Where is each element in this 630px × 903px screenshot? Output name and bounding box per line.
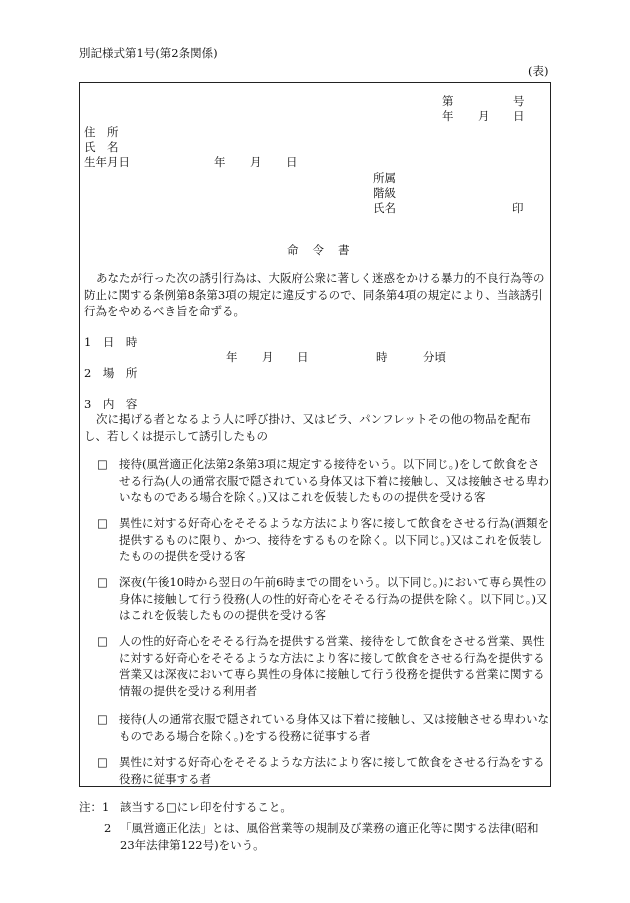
content-item-text: 接待(人の通常衣服で隠されている身体又は下着に接触し、又は接触させる卑わいなものである場合を除く。)をする役務に従事する者: [119, 712, 549, 743]
checkbox-icon[interactable]: □: [97, 575, 108, 589]
birth-year: 年: [214, 155, 226, 169]
doc-date-year: 年: [442, 109, 454, 123]
birth-day: 日: [286, 155, 298, 169]
datetime-minute: 分頃: [423, 350, 446, 364]
seal-mark: 印: [512, 201, 524, 215]
note-1-text: 該当する□にレ印を付すること。: [120, 800, 292, 814]
officer-rank-label: 階級: [373, 186, 396, 200]
section-datetime-label: 1 日 時: [84, 335, 138, 349]
form-label: 別記様式第1号(第2条関係): [79, 46, 218, 60]
content-intro-text: 次に掲げる者となるよう人に呼び掛け、又はビラ、パンフレットその他の物品を配布し、若しくは提示して誘引したもの: [84, 412, 532, 443]
datetime-day: 日: [297, 350, 309, 364]
checkbox-icon[interactable]: □: [97, 712, 108, 726]
checkbox-icon[interactable]: □: [97, 516, 108, 530]
datetime-year: 年: [226, 350, 238, 364]
side-label: (表): [528, 64, 549, 78]
document-title: 命令書: [287, 243, 364, 257]
content-item-text: 異性に対する好奇心をそそるような方法により客に接して飲食をさせる行為(酒類を提供するものに限り、かつ、接待をするものを除く。以下同じ。)又はこれを仮装したものの提供を受ける客: [119, 516, 549, 564]
note-2-label: 2: [104, 821, 112, 835]
name-label: 氏 名: [84, 140, 119, 154]
content-item-text: 異性に対する好奇心をそそるような方法により客に接して飲食をさせる行為をする役務に従事する者: [119, 755, 545, 786]
officer-affiliation-label: 所属: [373, 171, 396, 185]
officer-name-label: 氏名: [373, 201, 396, 215]
section-content-label: 3 内 容: [84, 397, 138, 411]
order-body-text: あなたが行った次の誘引行為は、大阪府公衆に著しく迷惑をかける暴力的不良行為等の防止に関する条例第8条第3項の規定に違反するので、同条第4項の規定により、当該誘引行為をやめるべき旨を命ずる。: [84, 271, 545, 319]
doc-number-dai: 第: [442, 94, 454, 108]
checkbox-icon[interactable]: □: [97, 755, 108, 769]
doc-number-go: 号: [513, 94, 525, 108]
datetime-hour: 時: [376, 350, 388, 364]
note-2-text: 「風営適正化法」とは、風俗営業等の規制及び業務の適正化等に関する法律(昭和23年法律第122号)をいう。: [120, 821, 539, 852]
doc-date-day: 日: [513, 109, 525, 123]
checkbox-icon[interactable]: □: [97, 457, 108, 471]
doc-date-month: 月: [478, 109, 490, 123]
datetime-month: 月: [262, 350, 274, 364]
content-item-text: 人の性的好奇心をそそる行為を提供する営業、接待をして飲食をさせる営業、異性に対する好奇心をそそるような方法により客に接して飲食をさせる行為を提供する営業又は深夜において専ら異性の身体に接触して行う役務を提供する営業に関する情報の提供を受ける利用者: [119, 634, 545, 699]
content-item-text: 接待(風営適正化法第2条第3項に規定する接待をいう。以下同じ。)をして飲食をさせる行為(人の通常衣服で隠されている身体又は下着に接触し、又は接触させる卑わいなものである場合を除く。)又はこれを仮装したものの提供を受ける客: [119, 457, 549, 505]
section-place-label: 2 場 所: [84, 366, 138, 380]
birth-date-label: 生年月日: [84, 155, 130, 169]
address-label: 住 所: [84, 125, 119, 139]
content-item-text: 深夜(午後10時から翌日の午前6時までの間をいう。以下同じ。)において専ら異性の身体に接触して行う役務(人の性的好奇心をそそる行為の提供を除く。以下同じ。)又はこれを仮装したものの提供を受ける客: [119, 575, 548, 623]
birth-month: 月: [250, 155, 262, 169]
note-1-label: 注：1: [79, 800, 110, 814]
checkbox-icon[interactable]: □: [97, 634, 108, 648]
